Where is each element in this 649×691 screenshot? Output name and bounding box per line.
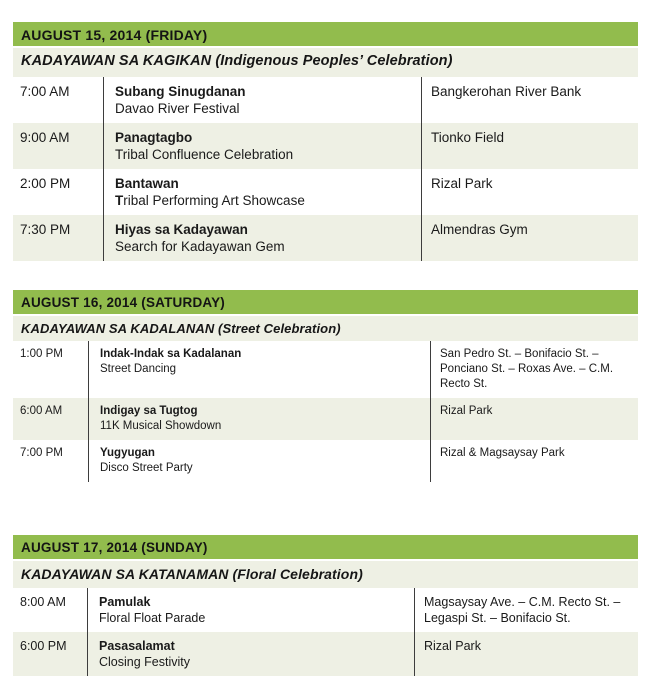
location-cell: Rizal & Magsaysay Park xyxy=(440,447,565,459)
table-header-date: AUGUST 17, 2014 (SUNDAY) xyxy=(13,535,638,561)
location-cell: Magsaysay Ave. – C.M. Recto St. – Legaspi St. – Bonifacio St. xyxy=(424,595,621,625)
event-cell xyxy=(104,123,422,169)
time-cell: 8:00 AM xyxy=(13,588,88,632)
schedule-table-aug17 xyxy=(13,535,638,676)
table-row xyxy=(13,440,638,482)
event-cell xyxy=(88,632,415,676)
table-rows xyxy=(13,77,638,261)
time-cell: 7:00 AM xyxy=(13,77,104,123)
event-description: Tribal Confluence Celebration xyxy=(115,147,294,162)
table-rows xyxy=(13,588,638,676)
table-subtitle: KADAYAWAN SA KADALANAN (Street Celebration) xyxy=(13,316,638,341)
table-header-date: AUGUST 15, 2014 (FRIDAY) xyxy=(13,22,638,48)
schedule-table-aug15 xyxy=(13,22,638,261)
time-cell: 2:00 PM xyxy=(13,169,104,215)
location-cell: Rizal Park xyxy=(440,405,493,417)
location-cell: Rizal Park xyxy=(431,176,493,191)
time-cell: 7:30 PM xyxy=(13,215,104,261)
table-row xyxy=(13,632,638,676)
table-subtitle: KADAYAWAN SA KATANAMAN (Floral Celebration) xyxy=(13,561,638,588)
table-header-date: AUGUST 16, 2014 (SATURDAY) xyxy=(13,290,638,316)
table-row xyxy=(13,398,638,440)
table-row xyxy=(13,215,638,261)
location-cell: Bangkerohan River Bank xyxy=(431,84,582,99)
event-title: Hiyas sa Kadayawan xyxy=(115,222,248,237)
table-rows xyxy=(13,341,638,482)
table-row xyxy=(13,123,638,169)
event-cell xyxy=(88,588,415,632)
time-cell: 6:00 PM xyxy=(13,632,88,676)
event-title: Indak-Indak sa Kadalanan xyxy=(100,348,242,360)
event-description: Search for Kadayawan Gem xyxy=(115,239,285,254)
event-description: Street Dancing xyxy=(100,363,177,375)
event-cell xyxy=(104,169,422,215)
location-cell: Tionko Field xyxy=(431,130,505,145)
event-cell xyxy=(89,440,431,482)
location-cell: Almendras Gym xyxy=(431,222,528,237)
location-cell: Rizal Park xyxy=(424,639,481,653)
event-title: Bantawan xyxy=(115,176,179,191)
table-subtitle: KADAYAWAN SA KAGIKAN (Indigenous Peoples’ Celebration) xyxy=(13,48,638,77)
event-description: Closing Festivity xyxy=(99,655,190,669)
event-cell xyxy=(104,77,422,123)
event-title: Indigay sa Tugtog xyxy=(100,405,198,417)
event-title: Pamulak xyxy=(99,595,151,609)
event-title: Yugyugan xyxy=(100,447,155,459)
time-cell: 7:00 PM xyxy=(13,440,89,482)
event-cell xyxy=(89,398,431,440)
event-cell xyxy=(104,215,422,261)
event-description: Floral Float Parade xyxy=(99,611,206,625)
event-description: Disco Street Party xyxy=(100,462,193,474)
event-description: Tribal Performing Art Showcase xyxy=(115,193,305,208)
table-row xyxy=(13,77,638,123)
time-cell: 1:00 PM xyxy=(13,341,89,398)
event-title: Panagtagbo xyxy=(115,130,193,145)
event-description: 11K Musical Showdown xyxy=(100,420,222,432)
time-cell: 6:00 AM xyxy=(13,398,89,440)
table-row xyxy=(13,169,638,215)
event-description: Davao River Festival xyxy=(115,101,240,116)
event-title: Pasasalamat xyxy=(99,639,175,653)
table-row xyxy=(13,341,638,398)
time-cell: 9:00 AM xyxy=(13,123,104,169)
table-row xyxy=(13,588,638,632)
event-title: Subang Sinugdanan xyxy=(115,84,246,99)
schedule-table-aug16 xyxy=(13,290,638,482)
location-cell: San Pedro St. – Bonifacio St. – Ponciano St. – Roxas Ave. – C.M. Recto St. xyxy=(440,348,614,390)
event-cell xyxy=(89,341,431,398)
